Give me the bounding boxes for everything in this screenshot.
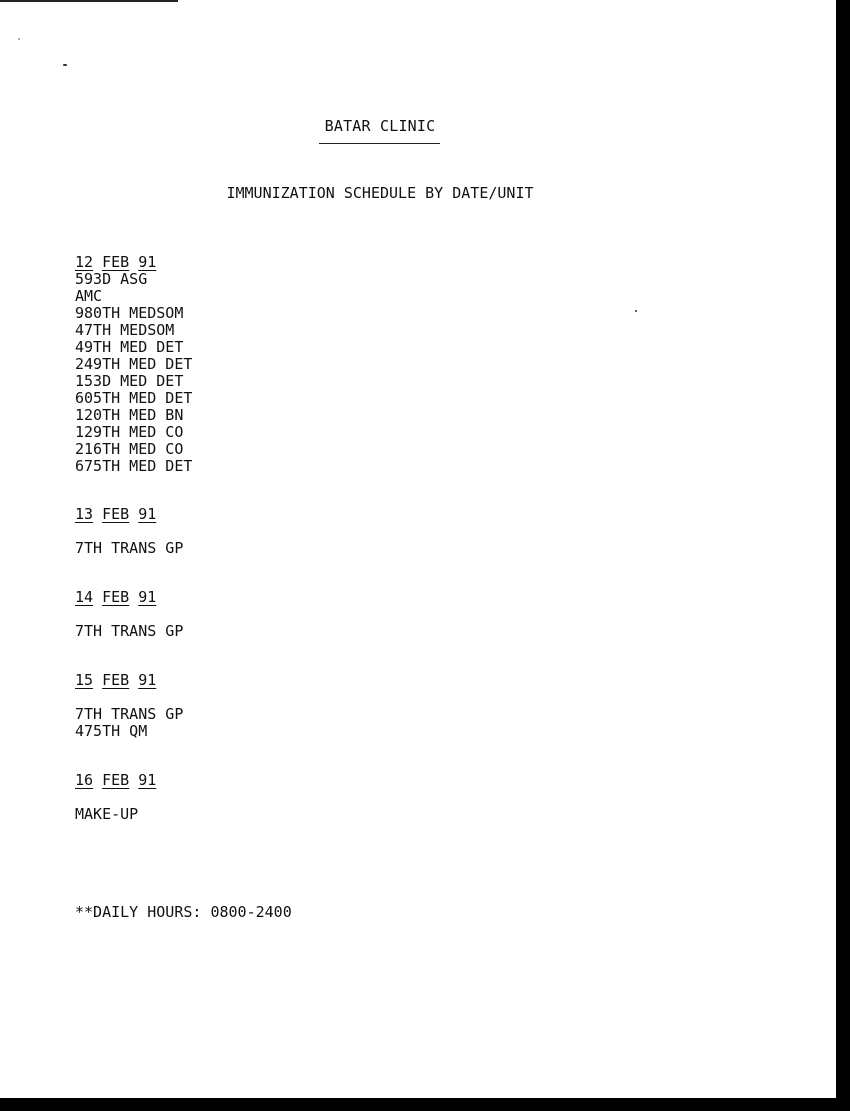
unit-item: 475TH QM	[75, 722, 148, 740]
scan-border-right	[836, 0, 850, 1111]
unit-item: 7TH TRANS GP	[75, 705, 184, 723]
unit-item: AMC	[75, 287, 103, 305]
unit-item: 7TH TRANS GP	[75, 622, 184, 640]
unit-item: 216TH MED CO	[75, 440, 184, 458]
unit-item: MAKE-UP	[75, 805, 139, 823]
scan-speck	[63, 64, 67, 66]
page-subtitle: IMMUNIZATION SCHEDULE BY DATE/UNIT	[226, 184, 534, 202]
schedule-block-5	[75, 772, 156, 823]
schedule-date: 15 FEB 91	[75, 671, 157, 689]
unit-item: 153D MED DET	[75, 372, 184, 390]
page-title: BATAR CLINIC	[324, 117, 436, 135]
title-underline	[319, 143, 440, 144]
unit-item: 47TH MEDSOM	[75, 321, 175, 339]
schedule-date: 12 FEB 91	[75, 253, 157, 271]
schedule-block-3	[75, 589, 183, 640]
unit-item: 249TH MED DET	[75, 355, 193, 373]
unit-item: 129TH MED CO	[75, 423, 184, 441]
schedule-date: 14 FEB 91	[75, 588, 157, 606]
unit-item: 7TH TRANS GP	[75, 539, 184, 557]
daily-hours-note: **DAILY HOURS: 0800-2400	[75, 903, 292, 921]
unit-item: 980TH MEDSOM	[75, 304, 184, 322]
schedule-block-2	[75, 506, 183, 557]
schedule-block-1	[75, 254, 192, 475]
unit-item: 605TH MED DET	[75, 389, 193, 407]
scan-speck	[18, 38, 20, 40]
scan-artifact-line	[0, 0, 178, 2]
scan-speck	[635, 310, 637, 312]
schedule-block-4	[75, 672, 183, 740]
unit-item: 120TH MED BN	[75, 406, 184, 424]
unit-item: 49TH MED DET	[75, 338, 184, 356]
scan-border-bottom	[0, 1098, 850, 1111]
unit-item: 675TH MED DET	[75, 457, 193, 475]
schedule-date: 13 FEB 91	[75, 505, 157, 523]
schedule-date: 16 FEB 91	[75, 771, 157, 789]
unit-item: 593D ASG	[75, 270, 148, 288]
